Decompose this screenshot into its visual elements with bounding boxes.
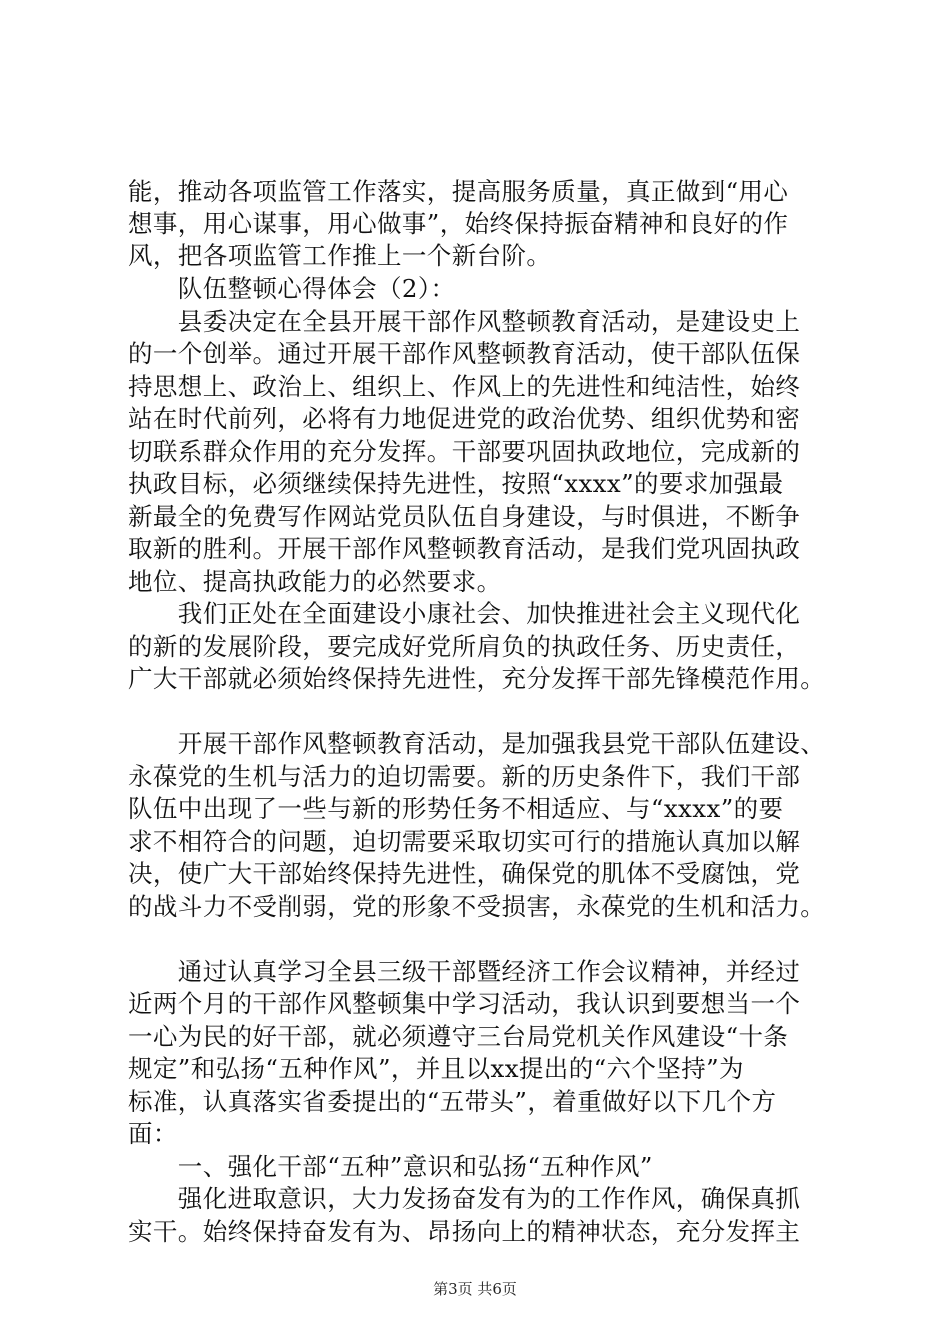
text-line: 能，推动各项监管工作落实，提高服务质量，真正做到“用心 [128, 177, 789, 206]
page-number-footer: 第3页 共6页 [433, 1280, 517, 1298]
section-heading: 队伍整顿心得体会（2）： [128, 274, 456, 303]
text-line: 通过认真学习全县三级干部暨经济工作会议精神，并经过 [128, 957, 801, 986]
text-line: 实干。始终保持奋发有为、昂扬向上的精神状态，充分发挥主 [128, 1217, 801, 1246]
text-line: 的新的发展阶段，要完成好党所肩负的执政任务、历史责任， [128, 632, 801, 661]
text-line: 决，使广大干部始终保持先进性，确保党的肌体不受腐蚀，党 [128, 859, 801, 888]
text-line: 地位、提高执政能力的必然要求。 [128, 567, 502, 596]
text-line: 强化进取意识，大力发扬奋发有为的工作作风，确保真抓 [128, 1184, 801, 1213]
text-line: 面： [128, 1119, 178, 1148]
text-line: 规定”和弘扬“五种作风”，并且以xx提出的“六个坚持”为 [128, 1054, 744, 1083]
text-line: 新最全的免费写作网站党员队伍自身建设，与时俱进，不断争 [128, 502, 801, 531]
text-line: 的一个创举。通过开展干部作风整顿教育活动，使干部队伍保 [128, 339, 801, 368]
text-line: 标准，认真落实省委提出的“五带头”，着重做好以下几个方 [128, 1087, 777, 1116]
text-line: 永葆党的生机与活力的迫切需要。新的历史条件下，我们干部 [128, 762, 801, 791]
text-line: 求不相符合的问题，迫切需要采取切实可行的措施认真加以解 [128, 827, 801, 856]
text-line: 执政目标，必须继续保持先进性，按照“xxxx”的要求加强最 [128, 469, 784, 498]
section-heading: 一、强化干部“五种”意识和弘扬“五种作风” [128, 1152, 653, 1181]
text-line: 我们正处在全面建设小康社会、加快推进社会主义现代化 [128, 599, 801, 628]
text-line: 广大干部就必须始终保持先进性，充分发挥干部先锋模范作用。 [128, 664, 826, 693]
text-line: 风，把各项监管工作推上一个新台阶。 [128, 241, 552, 270]
text-line: 队伍中出现了一些与新的形势任务不相适应、与“xxxx”的要 [128, 794, 784, 823]
text-line: 近两个月的干部作风整顿集中学习活动，我认识到要想当一个 [128, 989, 801, 1018]
text-line: 一心为民的好干部，就必须遵守三台局党机关作风建设“十条 [128, 1022, 789, 1051]
text-line: 县委决定在全县开展干部作风整顿教育活动，是建设史上 [128, 307, 801, 336]
text-line: 切联系群众作用的充分发挥。干部要巩固执政地位，完成新的 [128, 437, 801, 466]
text-line: 想事，用心谋事，用心做事”，始终保持振奋精神和良好的作 [128, 209, 789, 238]
text-line: 持思想上、政治上、组织上、作风上的先进性和纯洁性，始终 [128, 372, 801, 401]
text-line: 开展干部作风整顿教育活动，是加强我县党干部队伍建设、 [128, 729, 826, 758]
text-line: 的战斗力不受削弱，党的形象不受损害，永葆党的生机和活力。 [128, 892, 826, 921]
text-line: 站在时代前列，必将有力地促进党的政治优势、组织优势和密 [128, 404, 801, 433]
text-line: 取新的胜利。开展干部作风整顿教育活动，是我们党巩固执政 [128, 534, 801, 563]
